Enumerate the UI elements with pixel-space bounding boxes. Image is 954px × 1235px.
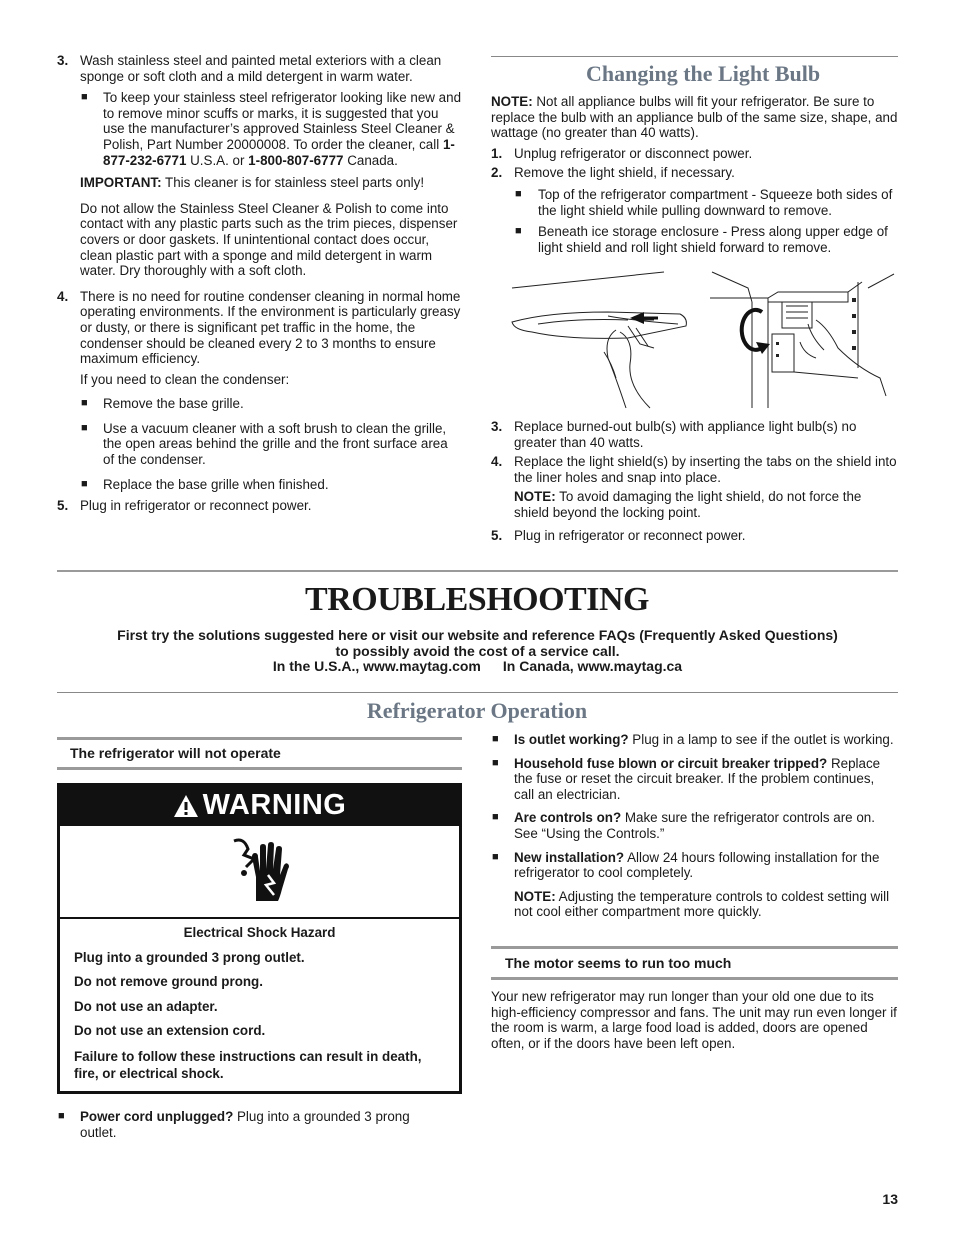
page-number: 13 bbox=[882, 1191, 898, 1207]
bulb-step-1: 1. Unplug refrigerator or disconnect power. bbox=[491, 145, 753, 161]
light-bulb-top-rule bbox=[491, 56, 898, 57]
us-website: In the U.S.A., www.maytag.com bbox=[272, 658, 481, 674]
troubleshoot-bullet: ■ Is outlet working? Plug in a lamp to see if the outlet is working. bbox=[491, 732, 898, 748]
refrigerator-operation-heading: Refrigerator Operation bbox=[366, 698, 588, 723]
caution-paragraph: Do not allow the Stainless Steel Cleaner & Polish to come into contact with any plastic parts such as the trim pieces, dispenser covers or door gaskets. If unintentional contact does occur, clean plastic part with a sponge and mild detergent in warm water. Dry thoroughly with a soft cloth. bbox=[80, 200, 458, 279]
coldest-setting-note: NOTE: Adjusting the temperature controls to coldest setting will not cool either compartment more quickly. bbox=[514, 888, 890, 920]
bulb-step-3: 3. Replace burned-out bulb(s) with appliance light bulb(s) no greater than 40 watts. bbox=[491, 419, 857, 450]
step-3-text: Wash stainless steel and painted metal exteriors with a clean sponge or soft cloth and a mild detergent in warm water. bbox=[80, 53, 442, 84]
light-bulb-content bbox=[491, 94, 898, 262]
electric-shock-hand-icon bbox=[228, 837, 292, 907]
condenser-bullet: ■ Use a vacuum cleaner with a soft brush to clean the grille, the open areas behind the grille and the front surface area of the condenser. bbox=[80, 421, 462, 468]
warning-line: Failure to follow these instructions can result in death, fire, or electrical shock. bbox=[74, 1048, 422, 1081]
light-shield-removal-illustration bbox=[508, 268, 698, 410]
troubleshoot-bullet: ■ Household fuse blown or circuit breaker tripped? Replace the fuse or reset the circuit breaker. If the problem continues, call an electrician. bbox=[491, 756, 898, 803]
shock-icon-area bbox=[60, 826, 459, 919]
shield-note: NOTE: To avoid damaging the light shield, do not force the shield beyond the locking point. bbox=[514, 489, 862, 520]
stainless-tip-bullet: ■ To keep your stainless steel refrigerator looking like new and to remove minor scuffs or marks, it is suggested that you use the manufacturer’s approved Stainless Steel Cleaner & Polish, Part Number 20000008. To order the cleaner, call 1-877-232-6771 U.S.A. or 1-800-807-6777 Canada. bbox=[80, 90, 462, 168]
bulb-step-4: 4. Replace the light shield(s) by inserting the tabs on the shield into the liner holes and snap into place. bbox=[491, 454, 897, 485]
step-4-condenser: 4. There is no need for routine condenser cleaning in normal home operating environments. If the environment is particularly greasy or dusty, or there is significant pet traffic in the home, the condenser should be cleaned every 2 to 3 months to ensure maximum efficiency. bbox=[57, 288, 461, 367]
motor-heading: The motor seems to run too much bbox=[505, 955, 732, 971]
warning-box bbox=[57, 783, 462, 1094]
warning-triangle-icon bbox=[173, 794, 199, 818]
step-5-plug-in: 5. Plug in refrigerator or reconnect power. bbox=[57, 498, 312, 514]
troubleshooting-title: TROUBLESHOOTING bbox=[305, 581, 649, 618]
no-operate-right-bullets bbox=[491, 732, 898, 920]
shield-subbullet: ■ Top of the refrigerator compartment - Squeeze both sides of the light shield while pulling downward to remove. bbox=[514, 187, 898, 218]
bulb-step-5: 5. Plug in refrigerator or reconnect power. bbox=[491, 527, 746, 543]
troubleshooting-intro: First try the solutions suggested here or visit our website and reference FAQs (Frequently Asked Questions) to possibly avoid the cost of a service call. In the U.S.A., www.maytag.com In Canada, www.maytag.ca bbox=[117, 627, 838, 674]
power-cord-item: ■ Power cord unplugged? Plug into a grounded 3 prong outlet. bbox=[57, 1109, 437, 1147]
light-bulb-note: NOTE: Not all appliance bulbs will fit your refrigerator. Be sure to replace the bulb with an appliance bulb of the same size, shape, and wattage (no greater than 40 watts). bbox=[491, 94, 898, 141]
step-4-text: There is no need for routine condenser cleaning in normal home operating environments. If the environment is particularly greasy or dusty, or there is significant pet traffic in the home, the condenser should be cleaned every 2 to 3 months to ensure maximum efficiency. bbox=[80, 288, 461, 367]
section-rule bbox=[57, 692, 898, 693]
canada-website: In Canada, www.maytag.ca bbox=[502, 658, 683, 674]
motor-top-bar bbox=[491, 946, 898, 949]
motor-paragraph: Your new refrigerator may run longer than your old one due to its high-efficiency compressor and fans. The unit may run even longer if the room is warm, a large food load is added, doors are opened often, or if the doors have been left open. bbox=[491, 989, 897, 1051]
condenser-bullet: ■ Remove the base grille. bbox=[80, 396, 462, 412]
warning-line: Do not use an extension cord. bbox=[74, 1023, 266, 1039]
hazard-title: Electrical Shock Hazard bbox=[183, 925, 336, 940]
important-note: IMPORTANT: This cleaner is for stainless steel parts only! bbox=[80, 175, 425, 191]
no-operate-top-bar bbox=[57, 737, 462, 740]
light-bulb-content-lower bbox=[491, 419, 898, 549]
phone-canada: 1-800-807-6777 bbox=[248, 152, 344, 168]
condenser-bullets bbox=[57, 396, 462, 492]
motor-bottom-bar bbox=[491, 977, 898, 980]
troubleshoot-bullet: ■ New installation? Allow 24 hours following installation for the refrigerator to cool completely. bbox=[491, 850, 898, 881]
no-operate-bottom-bar bbox=[57, 767, 462, 770]
warning-body bbox=[60, 919, 459, 1082]
warning-header: WARNING bbox=[60, 786, 459, 826]
warning-line: Plug into a grounded 3 prong outlet. bbox=[74, 949, 305, 965]
bulb-step-2: 2. Remove the light shield, if necessary. bbox=[491, 165, 735, 181]
no-operate-heading: The refrigerator will not operate bbox=[70, 745, 281, 761]
shield-subbullet: ■ Beneath ice storage enclosure - Press along upper edge of light shield and roll light shield forward to remove. bbox=[514, 224, 898, 255]
warning-line: Do not remove ground prong. bbox=[74, 974, 263, 990]
light-shield-subbullets bbox=[491, 187, 898, 255]
condenser-bullet: ■ Replace the base grille when finished. bbox=[80, 477, 462, 493]
warning-line: Do not use an adapter. bbox=[74, 998, 218, 1014]
light-bulb-heading: Changing the Light Bulb bbox=[586, 61, 821, 86]
ice-enclosure-shield-illustration bbox=[708, 268, 900, 410]
phone-us: 1-877-232-6771 bbox=[103, 136, 455, 168]
left-top-column bbox=[57, 53, 462, 520]
troubleshoot-bullet: ■ Are controls on? Make sure the refrigerator controls are on. See “Using the Controls.” bbox=[491, 810, 898, 841]
condenser-lead: If you need to clean the condenser: bbox=[80, 371, 290, 387]
step-3-clean-exterior: 3. Wash stainless steel and painted metal exteriors with a clean sponge or soft cloth and a mild detergent in warm water. bbox=[57, 53, 462, 84]
troubleshooting-top-rule bbox=[57, 570, 898, 572]
